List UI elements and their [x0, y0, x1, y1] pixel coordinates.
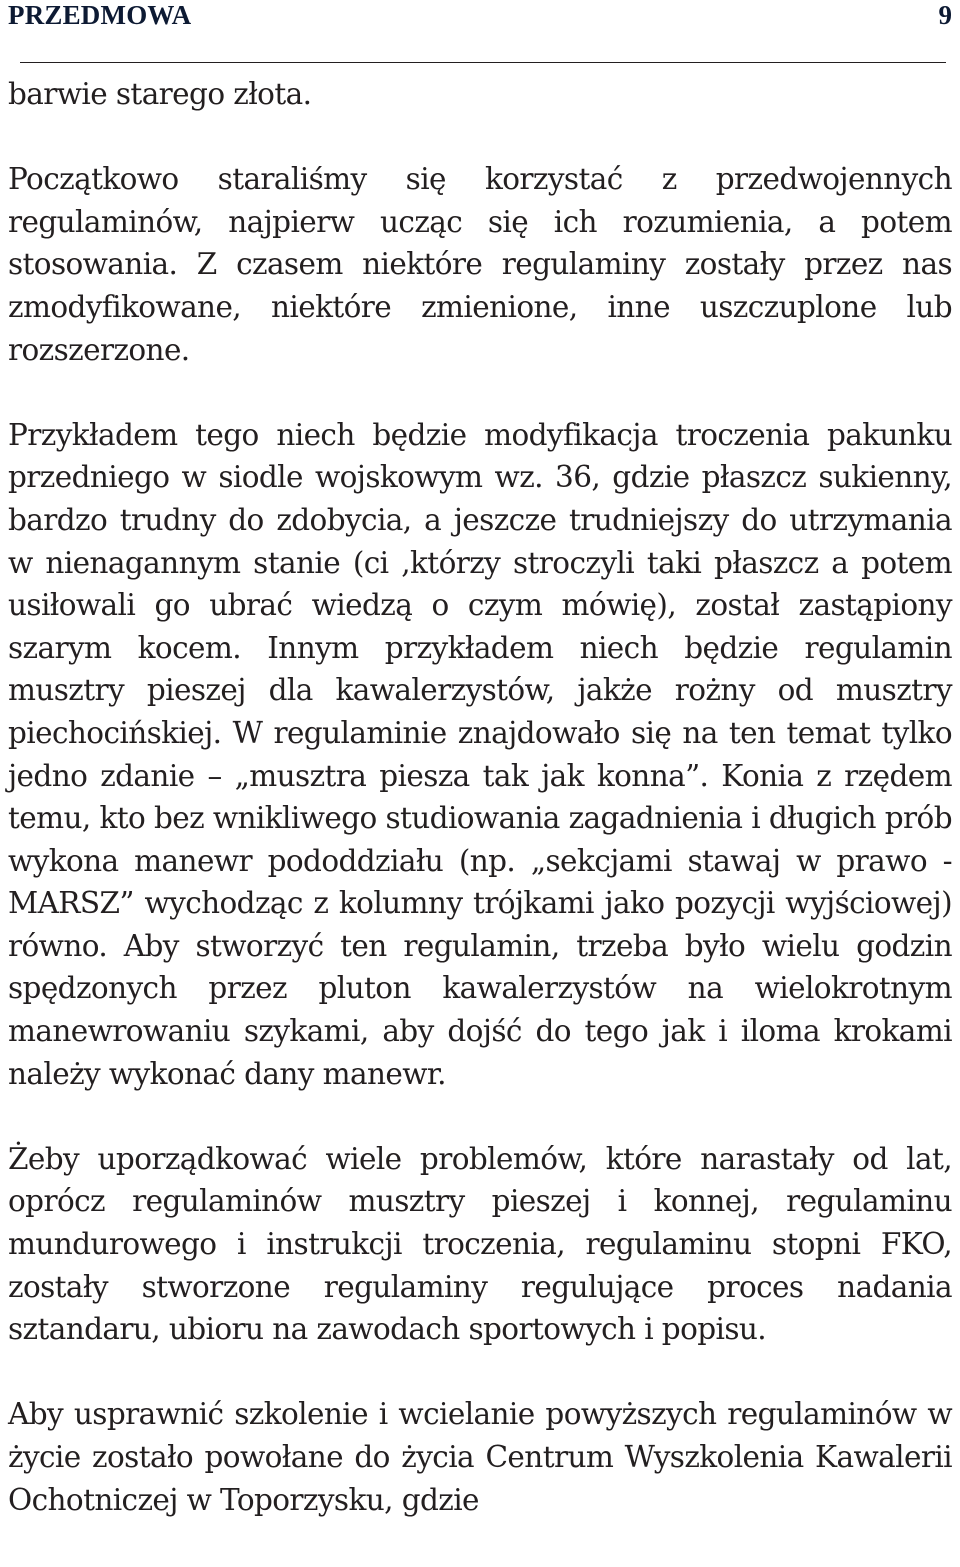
header-rule — [20, 62, 946, 63]
paragraph: Początkowo staraliśmy się korzystać z przedwojennych regulaminów, najpierw ucząc się ich rozumienia, a potem stosowania. Z czasem niektóre regulaminy zostały przez nas zmodyfikowane, niektóre zmienione, inne uszczuplone lub rozszerzone. — [8, 162, 952, 367]
book-page — [8, 0, 952, 1517]
running-header — [8, 0, 952, 30]
paragraph: Przykładem tego niech będzie modyfikacja troczenia pakunku przedniego w siodle wojskowym wz. 36, gdzie płaszcz sukienny, bardzo trudny do zdobycia, a jeszcze trudniejszy do utrzymania w nienagannym stanie (ci ,którzy stroczyli taki płaszcz a potem usiłowali go ubrać wiedzą o czym mówię), został zastąpiony szarym kocem. Innym przykładem niech będzie regulamin musztry pieszej dla kawalerzystów, jakże rożny od musztry piechocińskiej. W regulaminie znajdowało się na ten temat tylko jedno zdanie – „musztra piesza tak jak konna”. Konia z rzędem temu, kto bez wnikliwego studiowania zagadnienia i długich prób wykona manewr pododdziału (np. „sekcjami stawaj w prawo - MARSZ” wychodząc z kolumny trójkami jako pozycji wyjściowej) równo. Aby stworzyć ten regulamin, trzeba było wielu godzin spędzonych przez pluton kawalerzystów na wielokrotnym manewrowaniu szykami, aby dojść do tego jak i iloma krokami należy wykonać dany manewr. — [8, 417, 952, 1091]
body-text — [8, 73, 952, 1564]
paragraph: Aby usprawnić szkolenie i wcielanie powyższych regulaminów w życie zostało powołane do życia Centrum Wyszkolenia Kawalerii Ochotniczej w Toporzysku, gdzie — [8, 1397, 952, 1517]
section-title: PRZEDMOWA — [8, 0, 192, 30]
paragraph: Żeby uporządkować wiele problemów, które narastały od lat, oprócz regulaminów musztry pieszej i konnej, regulaminu mundurowego i instrukcji troczenia, regulaminu stopni FKO, zostały stworzone regulaminy regulujące proces nadania sztandaru, ubioru na zawodach sportowych i popisu. — [8, 1141, 952, 1347]
paragraph-continuation: barwie starego złota. — [8, 77, 312, 111]
page-number: 9 — [938, 0, 952, 30]
